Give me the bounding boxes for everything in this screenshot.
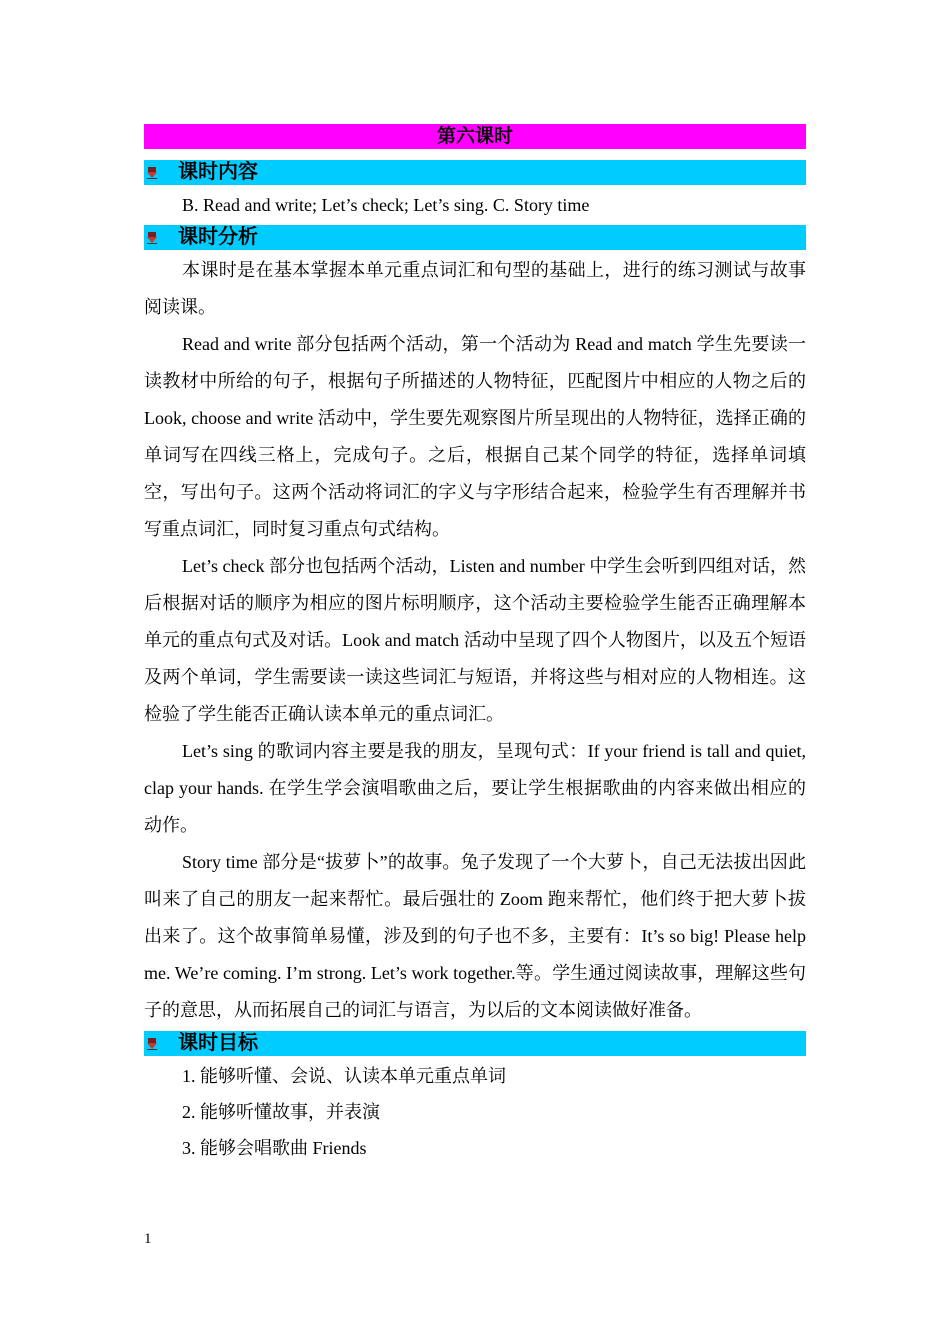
goal-item: 1. 能够听懂、会说、认读本单元重点单词 — [182, 1066, 506, 1086]
analysis-paragraph: Let’s check 部分也包括两个活动，Listen and number 中学生会听到四组对话，然后根据对话的顺序为相应的图片标明顺序，这个活动主要检验学生能否正确理解本单元的重点句式及对话。Look and match 活动中呈现了四个人物图片，以及五个短语及两个单词，学生需要读一读这些词汇与短语，并将这些与相对应的人物相连。这检验了学生能否正确认读本单元的重点词汇。 — [144, 556, 806, 724]
lesson-title: 第六课时 — [144, 124, 806, 149]
analysis-paragraph: 本课时是在基本掌握本单元重点词汇和句型的基础上，进行的练习测试与故事阅读课。 — [144, 260, 806, 317]
section-heading-analysis — [144, 225, 806, 250]
analysis-paragraph: Read and write 部分包括两个活动，第一个活动为 Read and match 学生先要读一读教材中所给的句子，根据句子所描述的人物特征，匹配图片中相应的人物之后的 Look, choose and write 活动中，学生要先观察图片所呈现出的人物特征，选择正确的单词写在四线三格上，完成句子。之后，根据自己某个同学的特征，选择单词填空，写出句子。这两个活动将词汇的字义与字形结合起来，检验学生有否理解并书写重点词汇，同时复习重点句式结构。 — [144, 334, 806, 539]
goal-item: 3. 能够会唱歌曲 Friends — [182, 1138, 367, 1158]
section-heading-label: 课时内容 — [178, 161, 258, 183]
goal-item: 2. 能够听懂故事，并表演 — [182, 1102, 380, 1122]
section-heading-content — [144, 160, 806, 185]
section-heading-label: 课时目标 — [178, 1032, 258, 1054]
analysis-paragraph: Story time 部分是“拔萝卜”的故事。兔子发现了一个大萝卜，自己无法拔出因此叫来了自己的朋友一起来帮忙。最后强壮的 Zoom 跑来帮忙，他们终于把大萝卜拔出来了。这个故事简单易懂，涉及到的句子也不多，主要有：It’s so big! Please help me. We’re coming. I’m strong. Let’s work together.等。学生通过阅读故事，理解这些句子的意思，从而拓展自己的词汇与语言，为以后的文本阅读做好准备。 — [144, 852, 806, 1020]
section-heading-goals — [144, 1031, 806, 1056]
page-number: 1 — [144, 1231, 152, 1247]
analysis-paragraph: Let’s sing 的歌词内容主要是我的朋友，呈现句式：If your friend is tall and quiet, clap your hands. 在学生学会演唱歌曲之后，要让学生根据歌曲的内容来做出相应的动作。 — [144, 741, 806, 835]
content-line: B. Read and write; Let’s check; Let’s sing. C. Story time — [182, 195, 590, 215]
document-page — [144, 124, 806, 1166]
bullet-down-arrow-icon — [147, 1038, 157, 1050]
bullet-down-arrow-icon — [147, 167, 157, 179]
section-heading-label: 课时分析 — [178, 226, 258, 248]
bullet-down-arrow-icon — [147, 232, 157, 244]
